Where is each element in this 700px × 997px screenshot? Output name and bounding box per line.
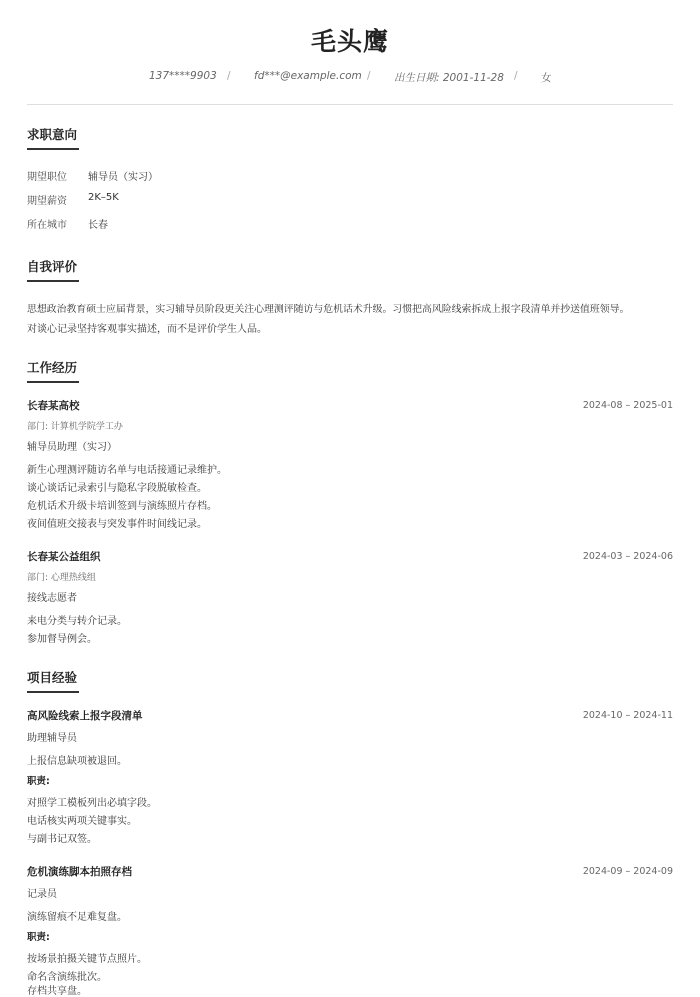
contact-separator: / [514,70,518,82]
work-bullet: 参加督导例会。 [27,634,97,645]
work-org: 长春某公益组织 [27,551,101,563]
project-duty: 电话核实两项关键事实。 [27,816,137,827]
work-bullet: 谈心谈话记录索引与隐私字段脱敏检查。 [27,483,207,494]
project-desc: 演练留痕不足难复盘。 [27,912,127,923]
project-duty: 命名含演练批次。 [27,972,107,983]
work-date: 2024-08 – 2025-01 [582,400,673,411]
section-underline [27,280,79,282]
project-duty: 对照学工模板列出必填字段。 [27,798,157,809]
self-eval-line: 思想政治教育硕士应届背景，实习辅导员阶段更关注心理测评随访与危机话术升级。习惯把高风险线索拆成上报字段清单并抄送值班领导。 [27,304,630,315]
section-title-intent: 求职意向 [27,127,78,142]
contact-separator: / [367,70,371,82]
self-eval-line: 对谈心记录坚持客观事实描述，而不是评价学生人品。 [27,324,267,335]
work-bullet: 夜间值班交接表与突发事件时间线记录。 [27,519,207,530]
section-title-self-eval: 自我评价 [27,259,78,274]
birth-date: 出生日期: 2001-11-28 [394,72,504,84]
section-underline [27,691,79,693]
intent-label: 所在城市 [27,220,67,231]
project-duty-text: 存档共享盘。 [27,986,87,997]
work-date: 2024-03 – 2024-06 [582,551,673,562]
candidate-name: 毛头鹰 [310,27,389,56]
intent-label: 期望薪资 [27,196,67,207]
project-name: 危机演练脚本拍照存档 [27,866,132,878]
project-date: 2024-10 – 2024-11 [582,710,673,721]
project-role: 记录员 [27,889,57,900]
project-date: 2024-09 – 2024-09 [582,866,673,877]
work-org: 长春某高校 [27,400,80,412]
work-dept: 部门: 计算机学院学工办 [27,422,123,432]
work-bullet: 新生心理测评随访名单与电话接通记录维护。 [27,465,227,476]
section-title-projects: 项目经验 [27,670,78,685]
intent-value: 长春 [88,220,108,231]
intent-label: 期望职位 [27,172,67,183]
project-duty: 按场景拍摄关键节点照片。 [27,954,147,965]
project-name: 高风险线索上报字段清单 [27,710,143,722]
section-underline [27,381,79,383]
project-role: 助理辅导员 [27,733,77,744]
work-dept: 部门: 心理热线组 [27,573,96,583]
project-duty: 与副书记双签。 [27,834,97,845]
contact-bar [0,70,700,86]
work-role: 接线志愿者 [27,593,77,604]
intent-value: 2K–5K [88,192,119,203]
project-desc: 上报信息缺项被退回。 [27,756,127,767]
duty-label: 职责: [27,776,50,787]
work-role: 辅导员助理（实习） [27,442,117,453]
email-address: fd***@example.com [254,70,362,82]
gender: 女 [541,72,552,84]
project-duty [27,982,87,997]
intent-value: 辅导员（实习） [88,172,158,183]
contact-separator: / [227,70,231,82]
work-bullet: 来电分类与转介记录。 [27,616,127,627]
header-divider [27,104,673,105]
section-underline [27,148,79,150]
phone-number: 137****9903 [149,70,217,82]
section-title-work: 工作经历 [27,360,78,375]
work-bullet: 危机话术升级卡培训签到与演练照片存档。 [27,501,217,512]
duty-label: 职责: [27,932,50,943]
